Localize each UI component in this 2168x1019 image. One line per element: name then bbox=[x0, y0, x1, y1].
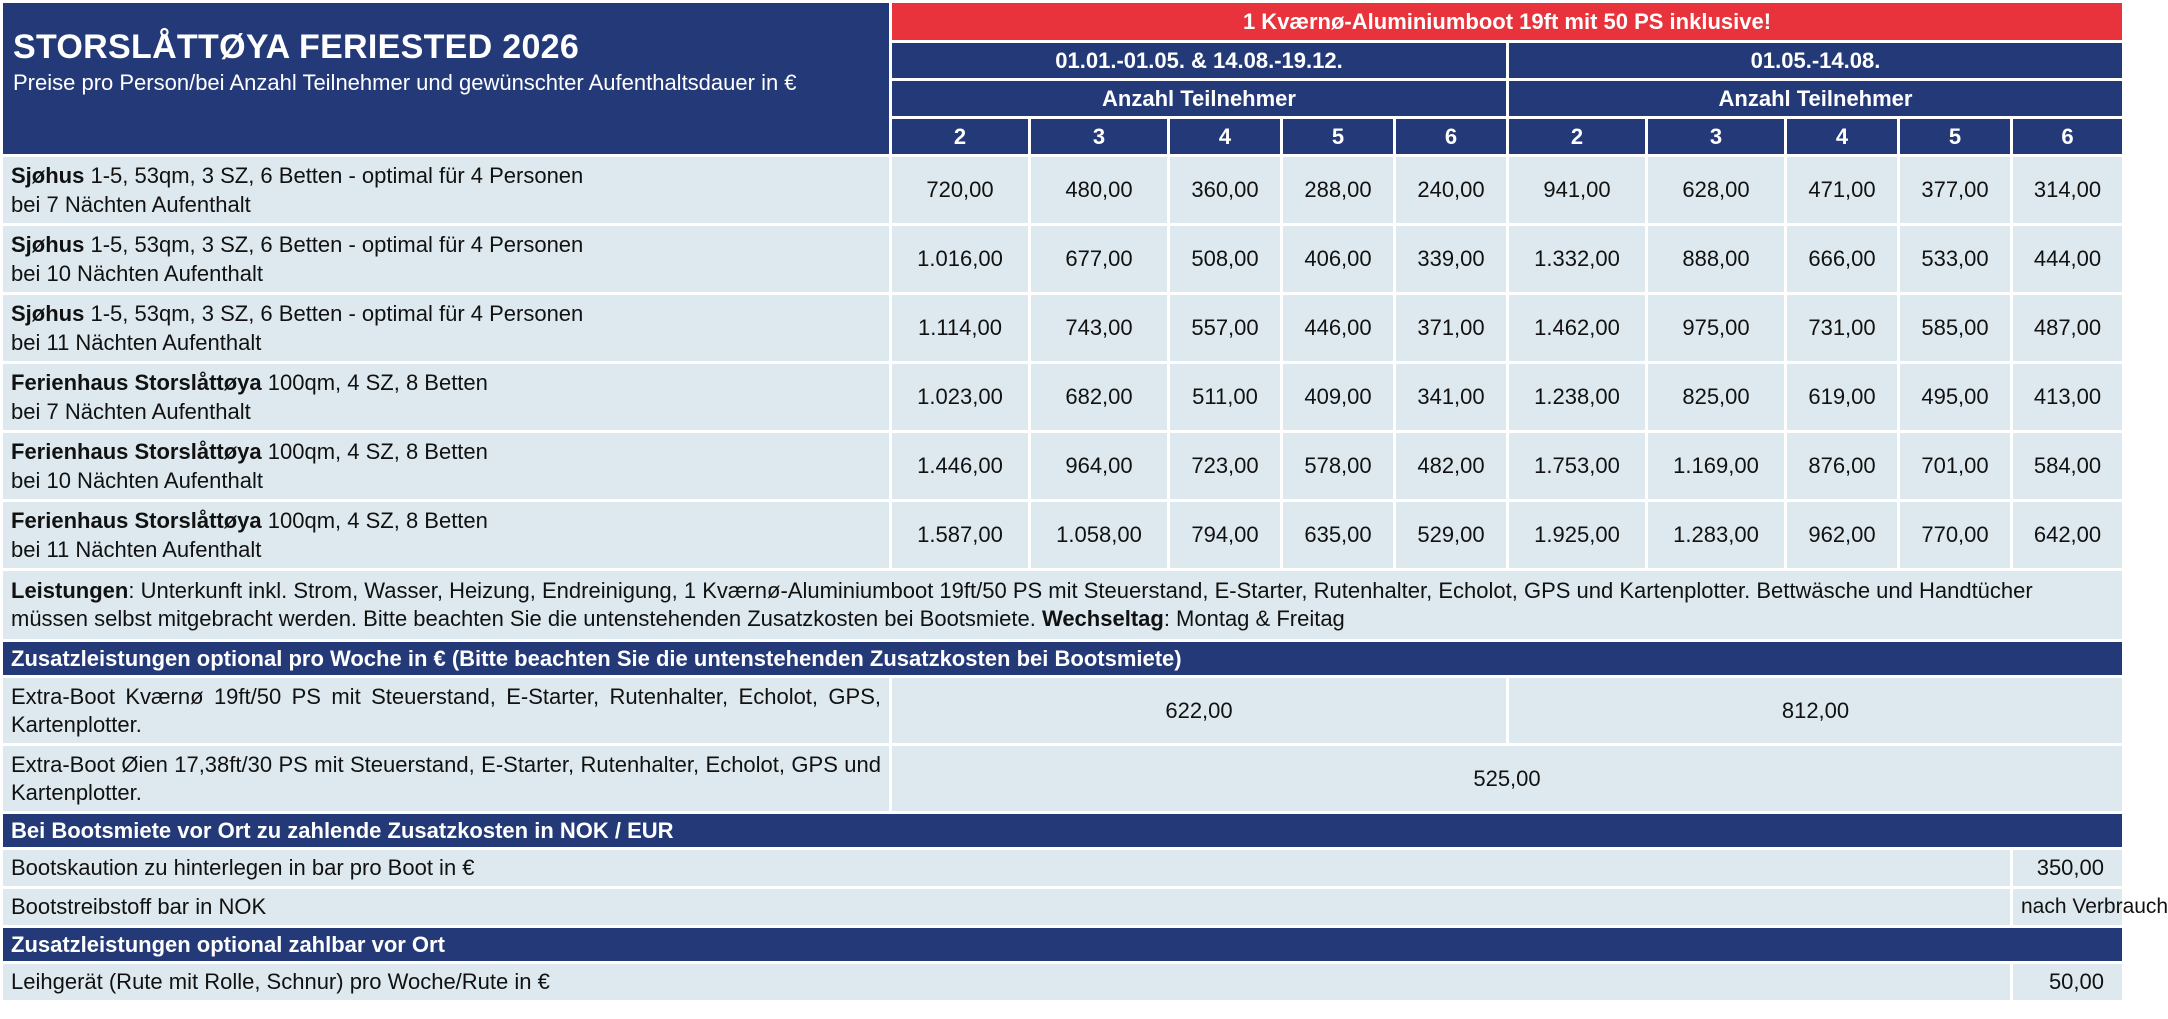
price-cell: 770,00 bbox=[1899, 501, 2012, 570]
price-cell: 1.016,00 bbox=[891, 225, 1030, 294]
price-cell: 825,00 bbox=[1647, 363, 1786, 432]
extra-item-label: Extra-Boot Kværnø 19ft/50 PS mit Steuerstand, E-Starter, Rutenhalter, Echolot, GPS, Kartenplotter. bbox=[2, 677, 891, 745]
table-row bbox=[2, 501, 2124, 570]
price-cell: 1.332,00 bbox=[1508, 225, 1647, 294]
row-name: Ferienhaus Storslåttøya bbox=[11, 508, 262, 533]
price-cell: 666,00 bbox=[1786, 225, 1899, 294]
count-header: 4 bbox=[1169, 118, 1282, 156]
price-cell: 339,00 bbox=[1395, 225, 1508, 294]
price-cell: 1.114,00 bbox=[891, 294, 1030, 363]
price-cell: 360,00 bbox=[1169, 156, 1282, 225]
price-cell: 480,00 bbox=[1030, 156, 1169, 225]
row-description bbox=[2, 294, 891, 363]
cost-item-value: 350,00 bbox=[2012, 849, 2124, 888]
price-cell: 682,00 bbox=[1030, 363, 1169, 432]
table-row bbox=[2, 363, 2124, 432]
table-row bbox=[2, 963, 2124, 1002]
row-description bbox=[2, 156, 891, 225]
row-name: Sjøhus bbox=[11, 163, 85, 188]
price-cell: 723,00 bbox=[1169, 432, 1282, 501]
extra-item-price-season-2: 812,00 bbox=[1508, 677, 2124, 745]
extras-section-header: Zusatzleistungen optional pro Woche in € (Bitte beachten Sie die untenstehenden Zusatzkosten bei Bootsmiete) bbox=[2, 641, 2124, 677]
row-detail: 100qm, 4 SZ, 8 Betten bbox=[267, 508, 488, 533]
price-cell: 446,00 bbox=[1282, 294, 1395, 363]
table-row bbox=[2, 849, 2124, 888]
price-cell: 794,00 bbox=[1169, 501, 1282, 570]
price-cell: 529,00 bbox=[1395, 501, 1508, 570]
price-cell: 635,00 bbox=[1282, 501, 1395, 570]
count-header: 6 bbox=[1395, 118, 1508, 156]
row-description bbox=[2, 225, 891, 294]
price-cell: 495,00 bbox=[1899, 363, 2012, 432]
row-detail: 1-5, 53qm, 3 SZ, 6 Betten - optimal für 4 Personen bbox=[90, 301, 584, 326]
table-row bbox=[2, 156, 2124, 225]
count-header: 3 bbox=[1647, 118, 1786, 156]
price-cell: 406,00 bbox=[1282, 225, 1395, 294]
price-cell: 743,00 bbox=[1030, 294, 1169, 363]
count-header: 5 bbox=[1899, 118, 2012, 156]
participants-header-2: Anzahl Teilnehmer bbox=[1508, 80, 2124, 118]
row-name: Ferienhaus Storslåttøya bbox=[11, 439, 262, 464]
services-note bbox=[2, 570, 2124, 641]
price-cell: 1.587,00 bbox=[891, 501, 1030, 570]
price-cell: 471,00 bbox=[1786, 156, 1899, 225]
row-stay: bei 10 Nächten Aufenthalt bbox=[11, 468, 263, 493]
price-cell: 1.925,00 bbox=[1508, 501, 1647, 570]
extra-item-label: Extra-Boot Øien 17,38ft/30 PS mit Steuerstand, E-Starter, Rutenhalter, Echolot, GPS und Kartenplotter. bbox=[2, 745, 891, 813]
price-cell: 1.462,00 bbox=[1508, 294, 1647, 363]
price-cell: 1.023,00 bbox=[891, 363, 1030, 432]
price-cell: 888,00 bbox=[1647, 225, 1786, 294]
price-cell: 314,00 bbox=[2012, 156, 2124, 225]
table-row bbox=[2, 432, 2124, 501]
title-block bbox=[2, 2, 891, 156]
cost-item-label: Bootskaution zu hinterlegen in bar pro Boot in € bbox=[2, 849, 2012, 888]
row-name: Sjøhus bbox=[11, 301, 85, 326]
row-stay: bei 11 Nächten Aufenthalt bbox=[11, 330, 262, 355]
participants-header-1: Anzahl Teilnehmer bbox=[891, 80, 1508, 118]
count-header: 3 bbox=[1030, 118, 1169, 156]
cost-item-value: nach Verbrauch bbox=[2012, 888, 2124, 927]
extra-item-price: 525,00 bbox=[891, 745, 2124, 813]
price-cell: 1.753,00 bbox=[1508, 432, 1647, 501]
count-header: 5 bbox=[1282, 118, 1395, 156]
price-cell: 964,00 bbox=[1030, 432, 1169, 501]
price-cell: 409,00 bbox=[1282, 363, 1395, 432]
count-header: 6 bbox=[2012, 118, 2124, 156]
price-cell: 508,00 bbox=[1169, 225, 1282, 294]
row-stay: bei 7 Nächten Aufenthalt bbox=[11, 192, 251, 217]
row-name: Ferienhaus Storslåttøya bbox=[11, 370, 262, 395]
price-cell: 341,00 bbox=[1395, 363, 1508, 432]
price-cell: 619,00 bbox=[1786, 363, 1899, 432]
row-detail: 1-5, 53qm, 3 SZ, 6 Betten - optimal für 4 Personen bbox=[90, 163, 584, 188]
price-cell: 1.169,00 bbox=[1647, 432, 1786, 501]
price-cell: 1.283,00 bbox=[1647, 501, 1786, 570]
promo-banner: 1 Kværnø-Aluminiumboot 19ft mit 50 PS inklusive! bbox=[891, 2, 2124, 42]
price-cell: 731,00 bbox=[1786, 294, 1899, 363]
services-label: Leistungen bbox=[11, 578, 129, 603]
table-row bbox=[2, 677, 2124, 745]
price-cell: 487,00 bbox=[2012, 294, 2124, 363]
onsite-item-value: 50,00 bbox=[2012, 963, 2124, 1002]
table-row bbox=[2, 294, 2124, 363]
onsite-item-label: Leihgerät (Rute mit Rolle, Schnur) pro Woche/Rute in € bbox=[2, 963, 2012, 1002]
season-2-header: 01.05.-14.08. bbox=[1508, 42, 2124, 80]
price-cell: 288,00 bbox=[1282, 156, 1395, 225]
row-detail: 100qm, 4 SZ, 8 Betten bbox=[267, 439, 488, 464]
price-cell: 876,00 bbox=[1786, 432, 1899, 501]
price-cell: 1.058,00 bbox=[1030, 501, 1169, 570]
services-row bbox=[2, 570, 2124, 641]
price-cell: 240,00 bbox=[1395, 156, 1508, 225]
extra-item-price-season-1: 622,00 bbox=[891, 677, 1508, 745]
count-header: 2 bbox=[1508, 118, 1647, 156]
price-cell: 585,00 bbox=[1899, 294, 2012, 363]
table-row bbox=[2, 745, 2124, 813]
row-name: Sjøhus bbox=[11, 232, 85, 257]
price-cell: 533,00 bbox=[1899, 225, 2012, 294]
count-header: 4 bbox=[1786, 118, 1899, 156]
table-row bbox=[2, 888, 2124, 927]
row-description bbox=[2, 432, 891, 501]
price-cell: 584,00 bbox=[2012, 432, 2124, 501]
page-title: STORSLÅTTØYA FERIESTED 2026 bbox=[13, 28, 580, 66]
price-cell: 975,00 bbox=[1647, 294, 1786, 363]
row-description bbox=[2, 363, 891, 432]
cost-item-label: Bootstreibstoff bar in NOK bbox=[2, 888, 2012, 927]
row-stay: bei 11 Nächten Aufenthalt bbox=[11, 537, 262, 562]
change-day-text: : Montag & Freitag bbox=[1163, 606, 1345, 631]
price-cell: 482,00 bbox=[1395, 432, 1508, 501]
price-cell: 941,00 bbox=[1508, 156, 1647, 225]
price-cell: 444,00 bbox=[2012, 225, 2124, 294]
row-detail: 100qm, 4 SZ, 8 Betten bbox=[267, 370, 488, 395]
price-cell: 557,00 bbox=[1169, 294, 1282, 363]
change-day-label: Wechseltag bbox=[1041, 606, 1164, 631]
table-row bbox=[2, 225, 2124, 294]
season-1-header: 01.01.-01.05. & 14.08.-19.12. bbox=[891, 42, 1508, 80]
price-cell: 628,00 bbox=[1647, 156, 1786, 225]
price-cell: 677,00 bbox=[1030, 225, 1169, 294]
row-detail: 1-5, 53qm, 3 SZ, 6 Betten - optimal für 4 Personen bbox=[90, 232, 584, 257]
count-header: 2 bbox=[891, 118, 1030, 156]
price-cell: 377,00 bbox=[1899, 156, 2012, 225]
price-cell: 720,00 bbox=[891, 156, 1030, 225]
boat-costs-section-header: Bei Bootsmiete vor Ort zu zahlende Zusatzkosten in NOK / EUR bbox=[2, 813, 2124, 849]
row-stay: bei 7 Nächten Aufenthalt bbox=[11, 399, 251, 424]
page-subtitle: Preise pro Person/bei Anzahl Teilnehmer und gewünschter Aufenthaltsdauer in € bbox=[13, 70, 797, 95]
price-cell: 371,00 bbox=[1395, 294, 1508, 363]
services-text: : Unterkunft inkl. Strom, Wasser, Heizung, Endreinigung, 1 Kværnø-Aluminiumboot 19ft/50 PS mit Steuerstand, E-Starter, Rutenhalter, Echolot, GPS und Kartenplotter. Bettwäsche und Handtücher müssen selbst mitgebracht werden. Bitte beachten Sie die untenstehenden Zusatzkosten bei Bootsmiete. bbox=[11, 578, 2033, 631]
price-cell: 642,00 bbox=[2012, 501, 2124, 570]
price-cell: 578,00 bbox=[1282, 432, 1395, 501]
onsite-section-header: Zusatzleistungen optional zahlbar vor Ort bbox=[2, 927, 2124, 963]
price-cell: 701,00 bbox=[1899, 432, 2012, 501]
row-stay: bei 10 Nächten Aufenthalt bbox=[11, 261, 263, 286]
row-description bbox=[2, 501, 891, 570]
price-cell: 962,00 bbox=[1786, 501, 1899, 570]
price-cell: 511,00 bbox=[1169, 363, 1282, 432]
price-cell: 1.446,00 bbox=[891, 432, 1030, 501]
price-cell: 1.238,00 bbox=[1508, 363, 1647, 432]
price-cell: 413,00 bbox=[2012, 363, 2124, 432]
